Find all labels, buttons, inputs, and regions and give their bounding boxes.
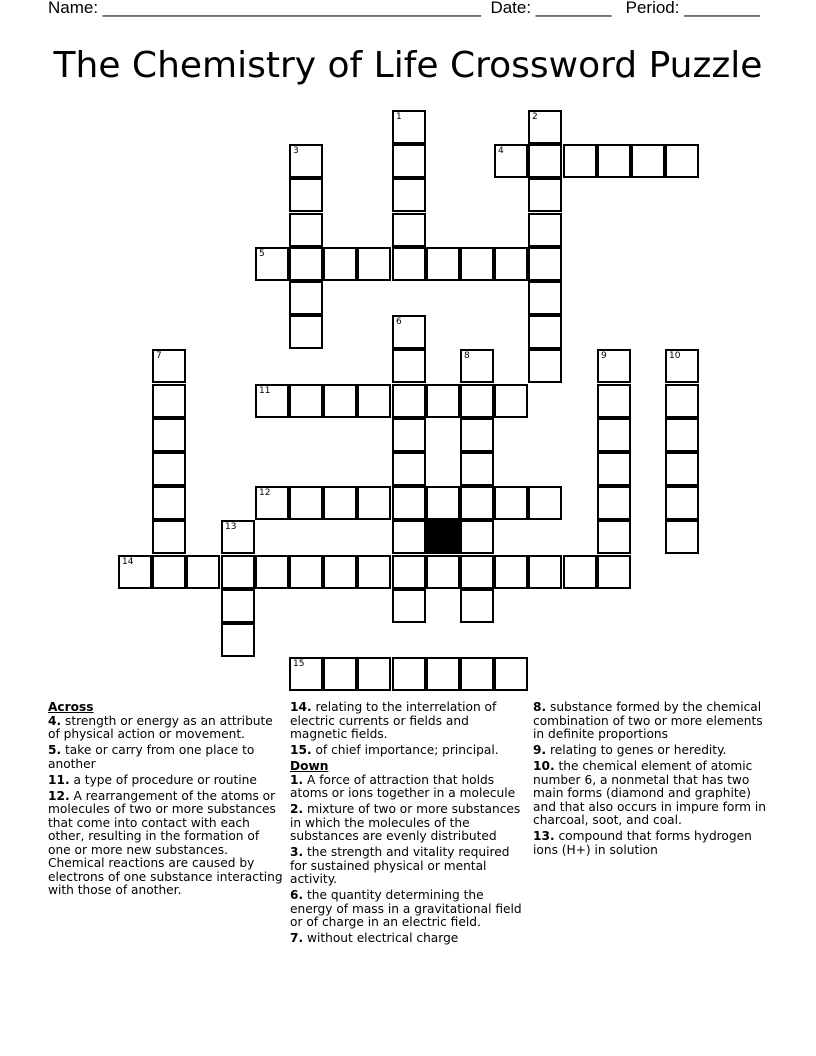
grid-cell[interactable]: [392, 384, 426, 418]
grid-cell[interactable]: [426, 247, 460, 281]
grid-cell[interactable]: [152, 452, 186, 486]
grid-cell[interactable]: [597, 418, 631, 452]
grid-cell[interactable]: [597, 520, 631, 554]
grid-cell[interactable]: [152, 486, 186, 520]
grid-cell[interactable]: [563, 555, 597, 589]
grid-cell[interactable]: [460, 384, 494, 418]
grid-cell[interactable]: [392, 315, 426, 349]
grid-cell[interactable]: [460, 555, 494, 589]
grid-cell[interactable]: [357, 486, 391, 520]
grid-cell[interactable]: [460, 247, 494, 281]
grid-cell[interactable]: [665, 349, 699, 383]
grid-cell[interactable]: [118, 555, 152, 589]
clue-number-label: 1: [396, 112, 402, 122]
clue-number-label: 9: [601, 351, 607, 361]
grid-cell[interactable]: [597, 486, 631, 520]
grid-cell[interactable]: [528, 486, 562, 520]
grid-cell[interactable]: [289, 555, 323, 589]
grid-cell[interactable]: [665, 418, 699, 452]
grid-cell[interactable]: [665, 384, 699, 418]
grid-cell[interactable]: [426, 486, 460, 520]
grid-cell[interactable]: [289, 486, 323, 520]
clue-number-label: 5: [259, 249, 265, 259]
grid-cell[interactable]: [152, 349, 186, 383]
grid-cell[interactable]: [460, 520, 494, 554]
grid-cell[interactable]: [528, 213, 562, 247]
grid-cell[interactable]: [392, 452, 426, 486]
grid-cell[interactable]: [289, 178, 323, 212]
grid-cell[interactable]: [392, 144, 426, 178]
clue-number-label: 6: [396, 317, 402, 327]
grid-cell[interactable]: [528, 315, 562, 349]
clue-number-label: 10: [669, 351, 681, 361]
clue-across-5: 5. take or carry from one place to another: [48, 743, 255, 771]
clue-across-15: 15. of chief importance; principal.: [290, 743, 499, 757]
clue-number-label: 11: [259, 386, 271, 396]
grid-cell[interactable]: [460, 349, 494, 383]
grid-cell[interactable]: [392, 110, 426, 144]
grid-cell[interactable]: [426, 555, 460, 589]
grid-cell[interactable]: [392, 555, 426, 589]
grid-cell[interactable]: [460, 418, 494, 452]
grid-cell[interactable]: [460, 486, 494, 520]
clue-number-label: 15: [293, 659, 305, 669]
grid-cell[interactable]: [152, 555, 186, 589]
grid-cell[interactable]: [494, 384, 528, 418]
clue-across-14: 14. relating to the interrelation of electric currents or fields and magnetic fields.: [290, 700, 497, 741]
grid-cell[interactable]: [426, 384, 460, 418]
grid-cell[interactable]: [494, 555, 528, 589]
clue-down-8: 8. substance formed by the chemical combination of two or more elements in definite proportions: [533, 700, 763, 741]
clue-number-label: 12: [259, 488, 271, 498]
grid-cell[interactable]: [665, 486, 699, 520]
name-field-label: Name: ________________________________________: [48, 0, 481, 17]
grid-cell[interactable]: [528, 110, 562, 144]
grid-cell[interactable]: [392, 486, 426, 520]
clue-number-label: 3: [293, 146, 299, 156]
clue-down-6: 6. the quantity determining the energy of mass in a gravitational field or of charge in an electric field.: [290, 888, 522, 929]
grid-cell[interactable]: [289, 315, 323, 349]
clue-number-label: 7: [156, 351, 162, 361]
grid-cell[interactable]: [357, 384, 391, 418]
clue-number-label: 13: [225, 522, 237, 532]
clues-column-1: [48, 701, 284, 900]
grid-cell[interactable]: [597, 349, 631, 383]
grid-cell[interactable]: [494, 657, 528, 691]
grid-cell[interactable]: [392, 213, 426, 247]
grid-cell[interactable]: [289, 281, 323, 315]
grid-cell[interactable]: [392, 247, 426, 281]
grid-cell[interactable]: [255, 555, 289, 589]
grid-cell[interactable]: [563, 144, 597, 178]
grid-cell[interactable]: [426, 657, 460, 691]
grid-cell[interactable]: [597, 384, 631, 418]
grid-cell[interactable]: [665, 144, 699, 178]
grid-cell[interactable]: [528, 247, 562, 281]
clues-column-3: [533, 701, 769, 860]
grid-cell[interactable]: [255, 247, 289, 281]
grid-cell[interactable]: [152, 418, 186, 452]
grid-cell[interactable]: [323, 247, 357, 281]
grid-cell[interactable]: [255, 486, 289, 520]
grid-cell[interactable]: [460, 589, 494, 623]
clue-across-11: 11. a type of procedure or routine: [48, 772, 257, 787]
grid-cell[interactable]: [323, 384, 357, 418]
grid-cell[interactable]: [221, 555, 255, 589]
grid-cell[interactable]: [597, 555, 631, 589]
clue-down-13: 13. compound that forms hydrogen ions (H+) in solution: [533, 829, 752, 857]
grid-cell[interactable]: [528, 178, 562, 212]
down-heading: Down: [290, 759, 329, 773]
grid-cell[interactable]: [323, 486, 357, 520]
clue-number-label: 14: [122, 557, 134, 567]
grid-cell[interactable]: [494, 144, 528, 178]
grid-cell[interactable]: [597, 144, 631, 178]
grid-cell[interactable]: [528, 349, 562, 383]
clue-number-label: 4: [498, 146, 504, 156]
grid-cell[interactable]: [186, 555, 220, 589]
grid-cell[interactable]: [221, 520, 255, 554]
clue-down-10: 10. the chemical element of atomic number 6, a nonmetal that has two main forms (diamond and graphite) and that also occurs in impure form in charcoal, soot, and coal.: [533, 759, 766, 827]
grid-cell[interactable]: [152, 520, 186, 554]
clue-number-label: 8: [464, 351, 470, 361]
grid-cell[interactable]: [665, 520, 699, 554]
grid-cell[interactable]: [357, 657, 391, 691]
grid-cell[interactable]: [221, 623, 255, 657]
grid-cell[interactable]: [323, 657, 357, 691]
grid-cell[interactable]: [323, 555, 357, 589]
across-heading: Across: [48, 700, 94, 714]
grid-cell[interactable]: [392, 349, 426, 383]
grid-cell[interactable]: [392, 178, 426, 212]
grid-cell[interactable]: [392, 520, 426, 554]
grid-cell[interactable]: [460, 657, 494, 691]
clue-down-2: 2. mixture of two or more substances in which the molecules of the substances are evenly distributed: [290, 802, 521, 843]
clue-number-label: 2: [532, 112, 538, 122]
grid-cell[interactable]: [221, 589, 255, 623]
grid-cell[interactable]: [289, 657, 323, 691]
grid-cell[interactable]: [392, 589, 426, 623]
grid-cell[interactable]: [392, 657, 426, 691]
grid-cell[interactable]: [289, 213, 323, 247]
clues-column-2: [290, 701, 526, 948]
grid-cell[interactable]: [528, 555, 562, 589]
grid-cell[interactable]: [528, 144, 562, 178]
grid-cell[interactable]: [528, 281, 562, 315]
grid-cell[interactable]: [631, 144, 665, 178]
grid-cell[interactable]: [152, 384, 186, 418]
grid-cell[interactable]: [255, 384, 289, 418]
clue-across-4: 4. strength or energy as an attribute of physical action or movement.: [48, 713, 273, 741]
grid-cell[interactable]: [665, 452, 699, 486]
period-field-label: Period: ________: [625, 0, 760, 17]
grid-cell[interactable]: [597, 452, 631, 486]
grid-cell[interactable]: [289, 384, 323, 418]
grid-cell[interactable]: [494, 247, 528, 281]
grid-cell[interactable]: [289, 247, 323, 281]
date-field-label: Date: ________: [490, 0, 612, 17]
clue-down-1: 1. A force of attraction that holds atoms or ions together in a molecule: [290, 772, 516, 800]
grid-cell[interactable]: [460, 452, 494, 486]
page-title: The Chemistry of Life Crossword Puzzle: [53, 45, 763, 86]
grid-cell[interactable]: [289, 144, 323, 178]
grid-block-cell: [426, 520, 460, 554]
grid-cell[interactable]: [494, 486, 528, 520]
clue-down-7: 7. without electrical charge: [290, 931, 459, 945]
clue-down-3: 3. the strength and vitality required for sustained physical or mental activity.: [290, 845, 510, 886]
grid-cell[interactable]: [357, 555, 391, 589]
grid-cell[interactable]: [392, 418, 426, 452]
grid-cell[interactable]: [357, 247, 391, 281]
clue-across-12: 12. A rearrangement of the atoms or molecules of two or more substances that come into contact with each other, resulting in the formation of one or more new substances. Chemical reactions are caused by electrons of one substance interacting with those of another.: [48, 788, 283, 897]
clue-down-9: 9. relating to genes or heredity.: [533, 743, 727, 757]
